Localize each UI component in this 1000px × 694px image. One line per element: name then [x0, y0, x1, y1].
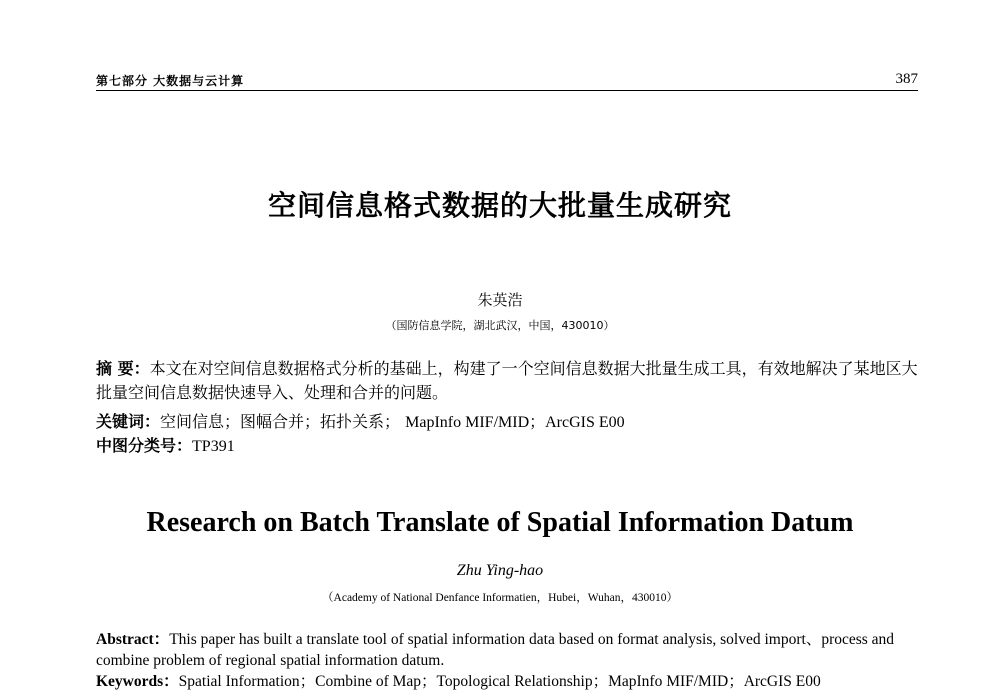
abstract-text-english: This paper has built a translate tool of spatial information data based on format analysis, solved import、process and combine problem of regional spatial information datum. — [96, 631, 895, 669]
header-section-title: 第七部分 大数据与云计算 — [96, 74, 245, 88]
affiliation-english: （Academy of National Denfance Informatien，Hubei，Wuhan，430010） — [322, 592, 678, 604]
title-chinese: 空间信息格式数据的大批量生成研究 — [267, 189, 732, 222]
keywords-latin-chinese: MapInfo MIF/MID；ArcGIS E00 — [405, 414, 625, 431]
affiliation-chinese: （国防信息学院，湖北武汉，中国，430010） — [385, 319, 615, 332]
keywords-english — [96, 671, 926, 692]
classification-number — [96, 434, 926, 459]
abstract-label-english: Abstract： — [96, 631, 170, 648]
keywords-text-english: Spatial Information；Combine of Map；Topological Relationship；MapInfo MIF/MID；ArcGIS E00 — [178, 673, 821, 690]
abstract-label-chinese: 摘 要： — [96, 359, 150, 378]
title-english: Research on Batch Translate of Spatial Information Datum — [146, 507, 854, 538]
keywords-chinese — [96, 410, 926, 435]
running-header — [96, 70, 918, 91]
keywords-label-english: Keywords： — [96, 673, 179, 690]
abstract-chinese — [96, 357, 926, 405]
author-english: Zhu Ying-hao — [456, 562, 544, 579]
classification-value: TP391 — [192, 438, 235, 455]
keywords-text-chinese: 空间信息；图幅合并；拓扑关系； — [160, 412, 401, 431]
keywords-label-chinese: 关键词： — [96, 412, 161, 431]
classification-label: 中图分类号： — [96, 436, 193, 455]
page-number: 387 — [895, 71, 918, 87]
author-chinese: 朱英浩 — [477, 291, 523, 309]
abstract-text-chinese: 本文在对空间信息数据格式分析的基础上，构建了一个空间信息数据大批量生成工具，有效地解决了某地区大批量空间信息数据快速导入、处理和合并的问题。 — [96, 359, 918, 402]
abstract-english — [96, 629, 926, 671]
